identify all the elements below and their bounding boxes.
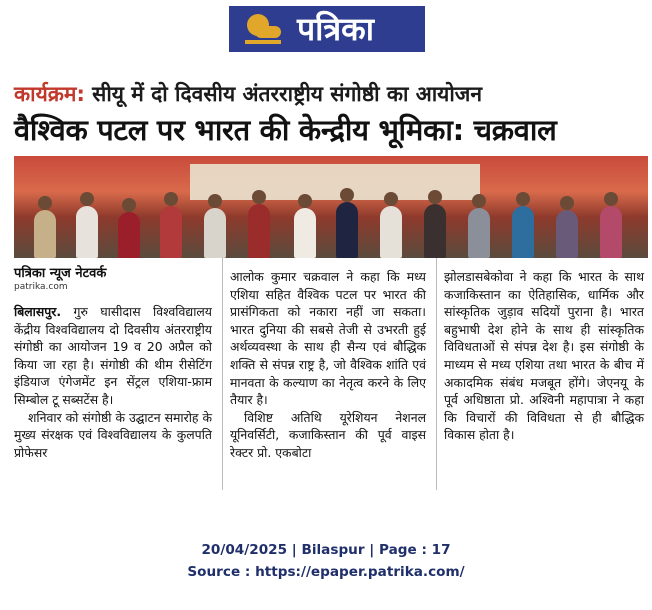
article-text: गुरु घासीदास विश्वविद्यालय केंद्रीय विश्वविद्यालय दो दिवसीय अंतरराष्ट्रीय संगोष्ठी का आयोजन 19 व 20 अप्रैल को किया जा रहा है। संगोष्ठी की थीम रीसेटिंग इंडियाज एंगेजमेंट इन सेंट्रल एशिया-फ्राम सिम्बोल टू सब्सटेंस है। — [14, 304, 212, 407]
byline — [14, 263, 210, 292]
byline-site: patrika.com — [14, 282, 68, 292]
kicker-separator: : — [76, 82, 85, 106]
masthead — [229, 6, 425, 52]
headline: वैश्विक पटल पर भारत की केन्द्रीय भूमिका: चक्रवाल — [14, 113, 557, 147]
photo-people — [14, 198, 648, 258]
article-paragraph: आलोक कुमार चक्रवाल ने कहा कि मध्य एशिया सहित वैश्विक पटल पर भारत की प्रासंगिकता को नकारा नहीं जा सकता। भारत दुनिया की सबसे तेजी से उभरती हुई अर्थव्यवस्था के साथ ही सैन्य एवं बौद्धिक शक्ति से संपन्न राष्ट्र है, जो वैश्विक शांति एवं मानवता के कल्याण का नेतृत्व करने के लिए तैयार है। — [230, 269, 426, 408]
byline-network: पत्रिका न्यूज नेटवर्क — [14, 266, 107, 281]
article-column-2 — [230, 268, 426, 462]
column-divider — [436, 258, 437, 490]
kicker-label: कार्यक्रम — [14, 82, 77, 106]
article-paragraph: झोलडासबेकोवा ने कहा कि भारत के साथ कजाकिस्तान का ऐतिहासिक, धार्मिक और सांस्कृतिक जुड़ाव सदियों पुराना है। भारत बहुभाषी देश होने के साथ ही सांस्कृतिक विविधताओं से संपन्न देश है। इस संगोष्ठी के माध्यम से मध्य एशिया तथा भारत के बीच में अकादमिक संबंध मजबूत होंगे। जेएनयू के पूर्व अधिष्ठाता प्रो. अश्विनी महापात्रा ने कहा कि विचारों की विविधता से ही बौद्धिक विकास होता है। — [444, 269, 644, 443]
lion-icon — [243, 12, 283, 46]
kicker — [14, 80, 644, 108]
event-photo — [14, 156, 648, 258]
kicker-text: सीयू में दो दिवसीय अंतरराष्ट्रीय संगोष्ठी का आयोजन — [84, 82, 483, 106]
footer-source[interactable]: Source : https://epaper.patrika.com/ — [187, 564, 465, 580]
article-column-1 — [14, 303, 212, 461]
article-column-3 — [444, 268, 644, 444]
masthead-brand: पत्रिका — [297, 10, 374, 48]
column-divider — [222, 258, 223, 490]
footer-dateline: 20/04/2025 | Bilaspur | Page : 17 — [201, 542, 451, 558]
source-footer — [0, 539, 652, 583]
dateline-place: बिलासपुर. — [14, 304, 62, 319]
article-paragraph: शनिवार को संगोष्ठी के उद्घाटन समारोह के मुख्य संरक्षक एवं विश्वविद्यालय के कुलपति प्रोफेसर — [14, 409, 212, 460]
article-paragraph — [14, 303, 212, 409]
article-paragraph: विशिष्ट अतिथि यूरेशियन नेशनल यूनिवर्सिटी, कजाकिस्तान की पूर्व वाइस रेक्टर प्रो. एकबोटा — [230, 409, 426, 460]
